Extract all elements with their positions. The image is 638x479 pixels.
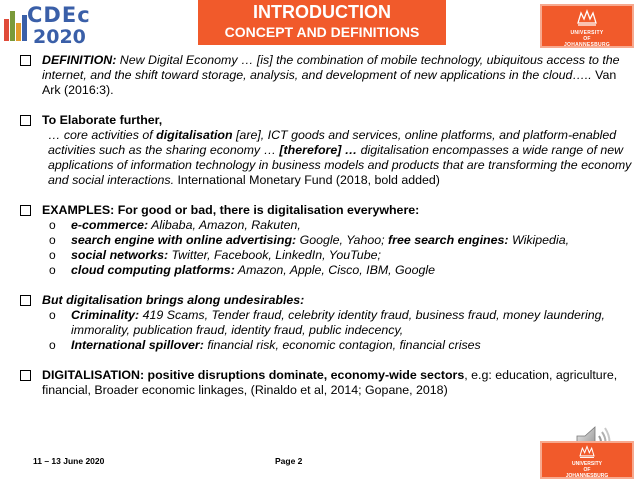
circle-bullet-icon: o (49, 248, 56, 262)
university-name: UNIVERSITY OF JOHANNESBURG (563, 30, 611, 48)
elaborate-quote: … core activities of digitalisation [are], ICT goods and services, online platforms, and platform-enabled activities such as the sharing economy … [therefore] … digitalisation encompasses a wide range of new applications of information technology in business models and products that are transforming the economy and social interactions. International Monetary Fund (2018, bold added) (48, 128, 632, 187)
list-item: o e-commerce: Alibaba, Amazon, Rakuten, (49, 218, 301, 232)
title-banner (198, 0, 446, 45)
circle-bullet-icon: o (49, 308, 56, 322)
checkbox-bullet-icon (20, 115, 31, 126)
digitalisation-paragraph: DIGITALISATION: positive disruptions dominate, economy-wide sectors, e.g: education, agriculture, financial, Broader economic linkages, (Rinaldo et al, 2014; Gopane, 2018) (20, 368, 632, 398)
checkbox-bullet-icon (20, 55, 31, 66)
elaborate-heading: To Elaborate further, (20, 113, 632, 128)
page-subtitle: CONCEPT AND DEFINITIONS (224, 24, 420, 40)
logo-text-cdec: CDEc (27, 3, 91, 27)
circle-bullet-icon: o (49, 218, 56, 232)
university-name: UNIVERSITY OF JOHANNESBURG (565, 461, 609, 479)
list-item: o International spillover: financial risk, economic contagion, financial crises (49, 338, 481, 352)
circle-bullet-icon: o (49, 233, 56, 247)
list-item: o cloud computing platforms: Amazon, Apple, Cisco, IBM, Google (49, 263, 436, 277)
checkbox-bullet-icon (20, 295, 31, 306)
cdec-2020-logo (1, 1, 98, 50)
page-number: Page 2 (275, 456, 303, 466)
undesirables-heading: But digitalisation brings along undesirables: (20, 293, 632, 308)
university-logo-footer (540, 441, 634, 479)
circle-bullet-icon: o (49, 263, 56, 277)
list-item: o search engine with online advertising: Google, Yahoo; free search engines: Wikipedia, (49, 233, 570, 247)
examples-heading: EXAMPLES: For good or bad, there is digitalisation everywhere: (20, 203, 632, 218)
crest-icon (578, 445, 596, 459)
checkbox-bullet-icon (20, 205, 31, 216)
university-logo (540, 4, 634, 48)
logo-text-year: 2020 (33, 26, 86, 48)
checkbox-bullet-icon (20, 370, 31, 381)
page-title: INTRODUCTION (253, 2, 391, 22)
footer-date: 11 – 13 June 2020 (33, 456, 105, 466)
list-item: o Criminality: 419 Scams, Tender fraud, celebrity identity fraud, business fraud, money laundering, immorality, publication fraud, identity fraud, public indecency, (49, 308, 605, 337)
circle-bullet-icon: o (49, 338, 56, 352)
slide-content (20, 53, 632, 398)
definition-paragraph: DEFINITION: New Digital Economy … [is] the combination of mobile technology, ubiquitous access to the internet, and the shift toward storage, analysis, and development of new applications in the cloud….. Van Ark (2016:3). (20, 53, 632, 98)
list-item: o social networks: Twitter, Facebook, LinkedIn, YouTube; (49, 248, 381, 262)
crest-icon (576, 9, 598, 27)
